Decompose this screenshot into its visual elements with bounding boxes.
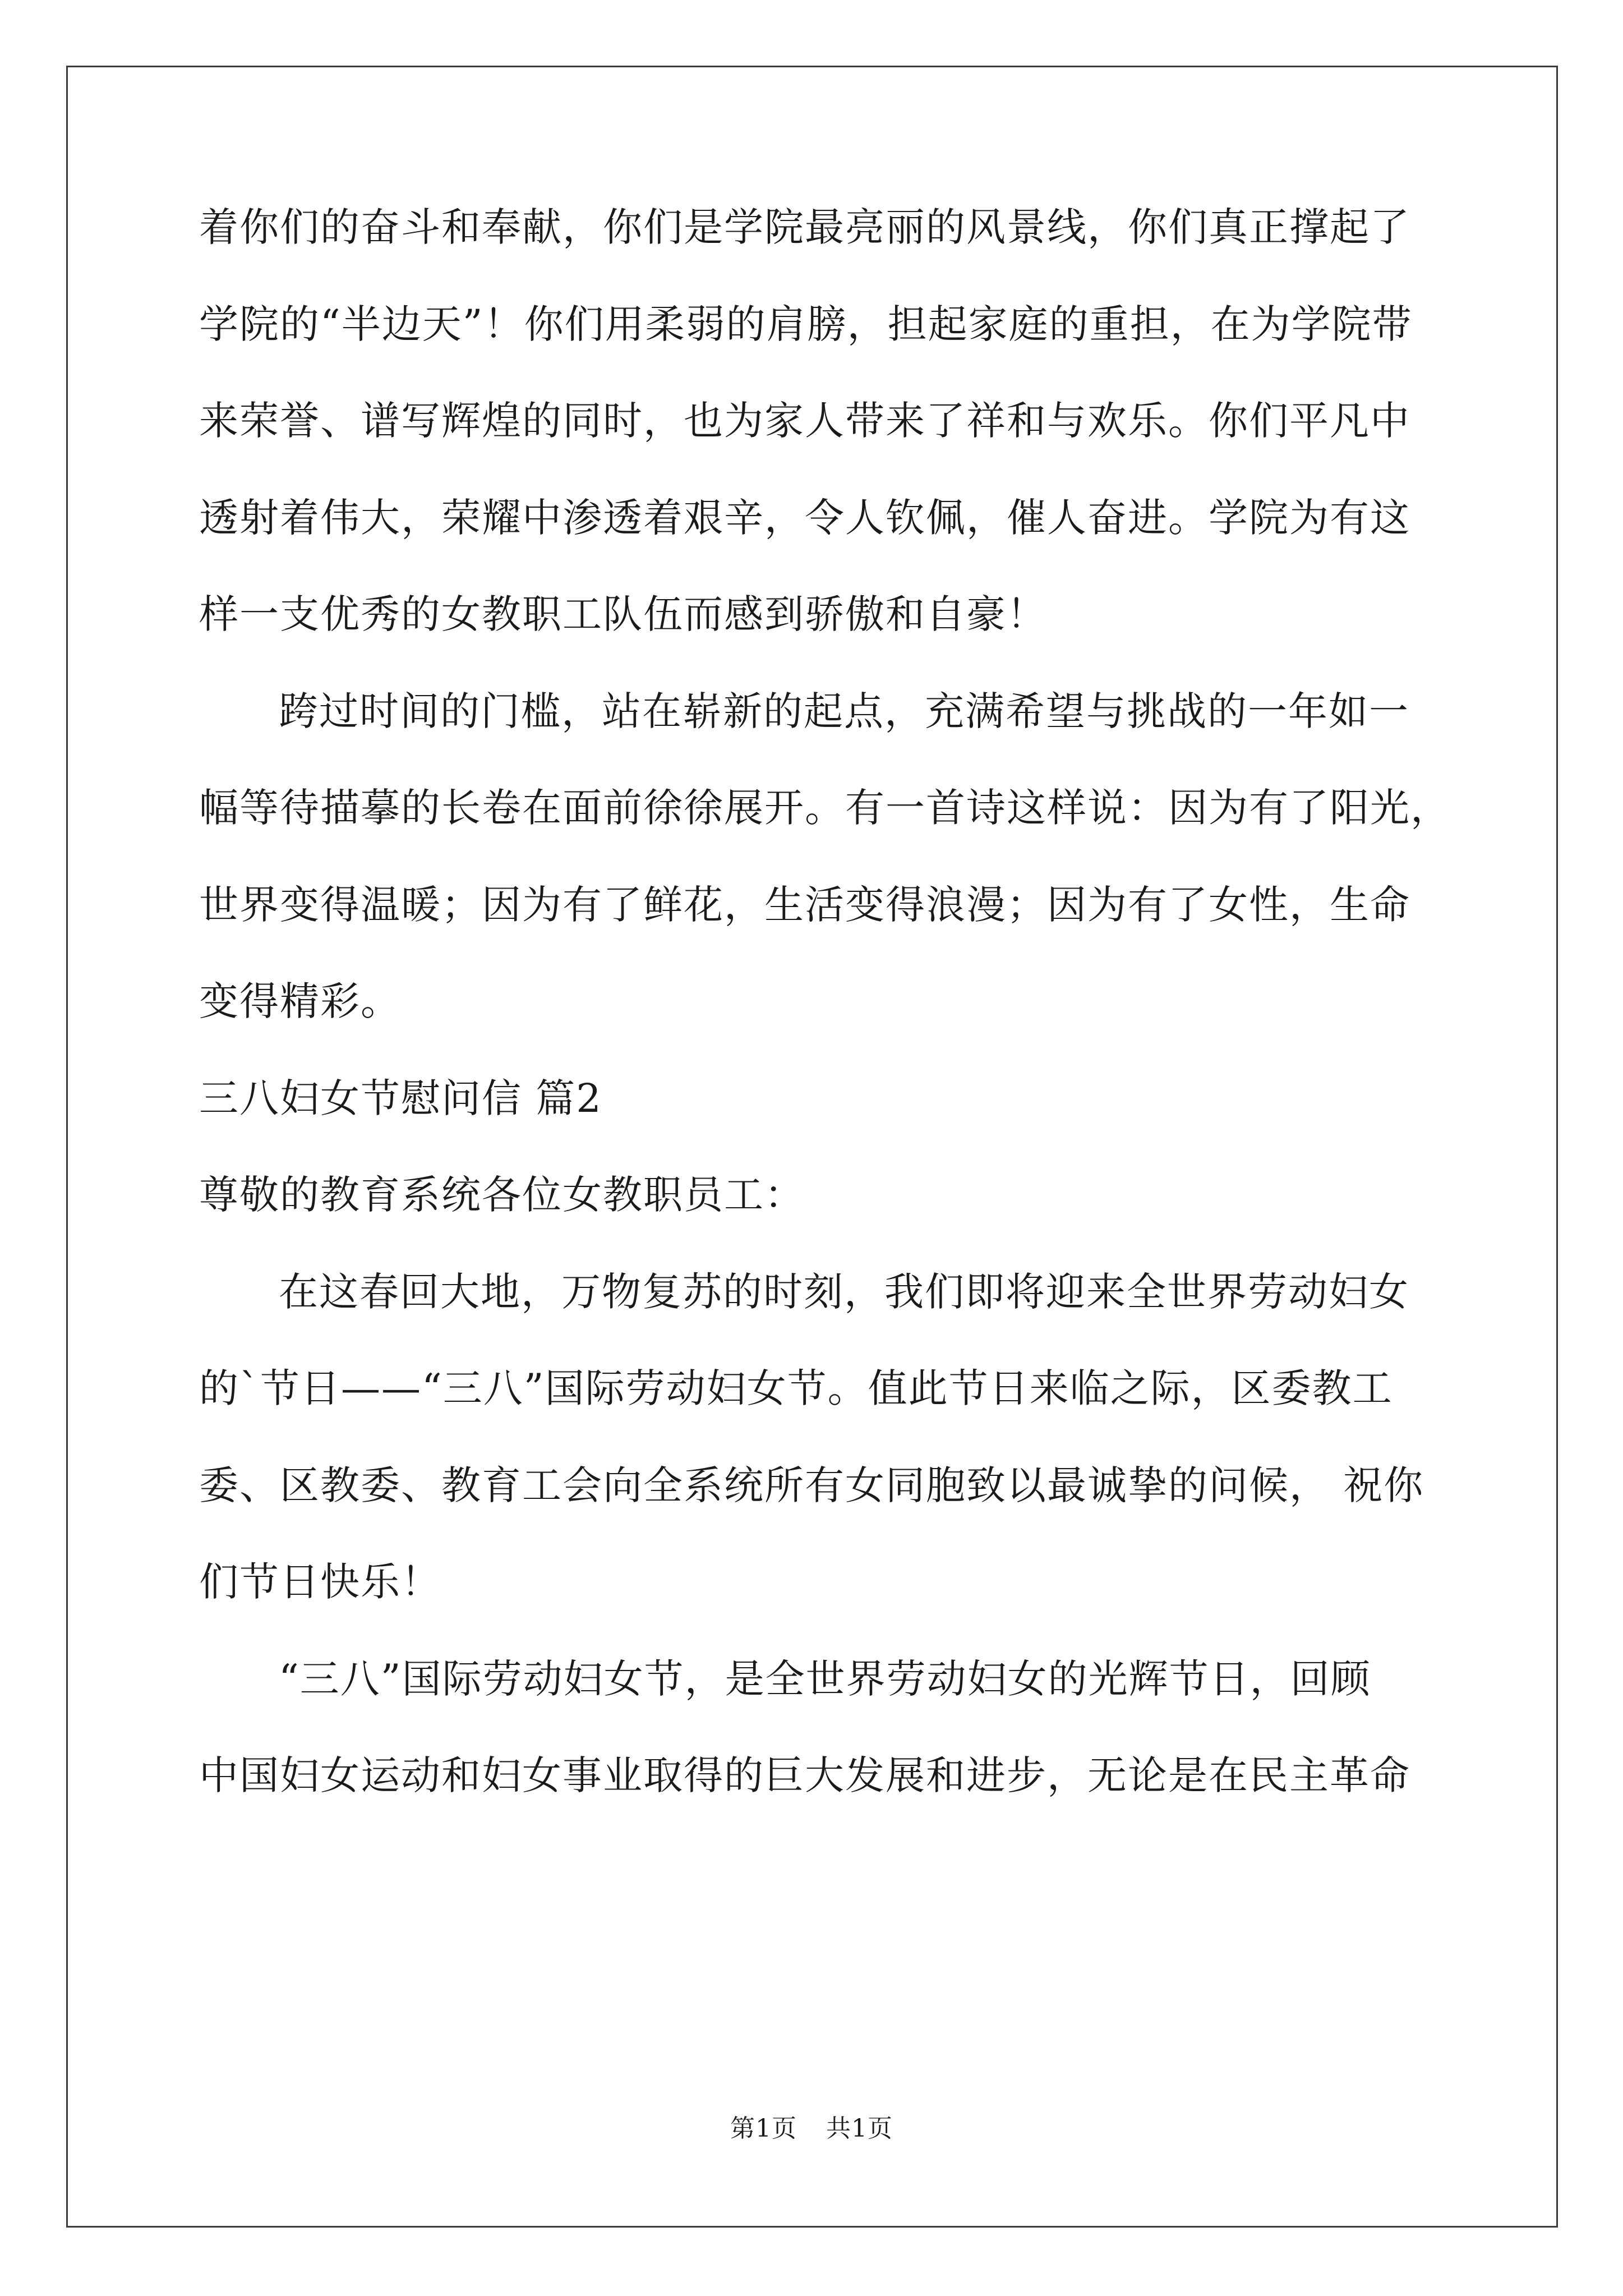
document-body xyxy=(199,204,1451,1853)
text-line: “三八”国际劳动妇女节，是全世界劳动妇女的光辉节日，回顾 xyxy=(279,1655,1371,1702)
salutation: 尊敬的教育系统各位女教职员工： xyxy=(199,1172,805,1218)
text-line: 来荣誉、谱写辉煌的同时，也为家人带来了祥和与欢乐。你们平凡中 xyxy=(199,398,1410,444)
text-line: 世界变得温暖；因为有了鲜花，生活变得浪漫；因为有了女性，生命 xyxy=(199,881,1410,928)
text-line: 委、区教委、教育工会向全系统所有女同胞致以最诚挚的问候， 祝你 xyxy=(199,1462,1424,1508)
text-line: 着你们的奋斗和奉献，你们是学院最亮丽的风景线，你们真正撑起了 xyxy=(199,204,1410,250)
text-line: 的`节日——“三八”国际劳动妇女节。值此节日来临之际，区委教工 xyxy=(199,1365,1393,1411)
text-line: 跨过时间的门槛，站在崭新的起点，充满希望与挑战的一年如一 xyxy=(279,688,1409,734)
page-footer xyxy=(0,2108,1623,2144)
section-heading: 三八妇女节慰问信 篇2 xyxy=(199,1075,602,1121)
text-line: 学院的“半边天”！你们用柔弱的肩膀，担起家庭的重担，在为学院带 xyxy=(199,301,1413,347)
text-line: 中国妇女运动和妇女事业取得的巨大发展和进步，无论是在民主革命 xyxy=(199,1752,1410,1798)
text-line: 在这春回大地，万物复苏的时刻，我们即将迎来全世界劳动妇女 xyxy=(279,1268,1409,1315)
page-number: 第1页 xyxy=(730,2114,797,2143)
text-line: 幅等待描摹的长卷在面前徐徐展开。有一首诗这样说：因为有了阳光， xyxy=(199,785,1451,831)
text-line: 们节日快乐！ xyxy=(199,1559,441,1605)
text-line: 透射着伟大，荣耀中渗透着艰辛，令人钦佩，催人奋进。学院为有这 xyxy=(199,494,1410,541)
text-line: 样一支优秀的女教职工队伍而感到骄傲和自豪！ xyxy=(199,591,1047,637)
page-total: 共1页 xyxy=(826,2114,893,2143)
text-line: 变得精彩。 xyxy=(199,978,401,1024)
